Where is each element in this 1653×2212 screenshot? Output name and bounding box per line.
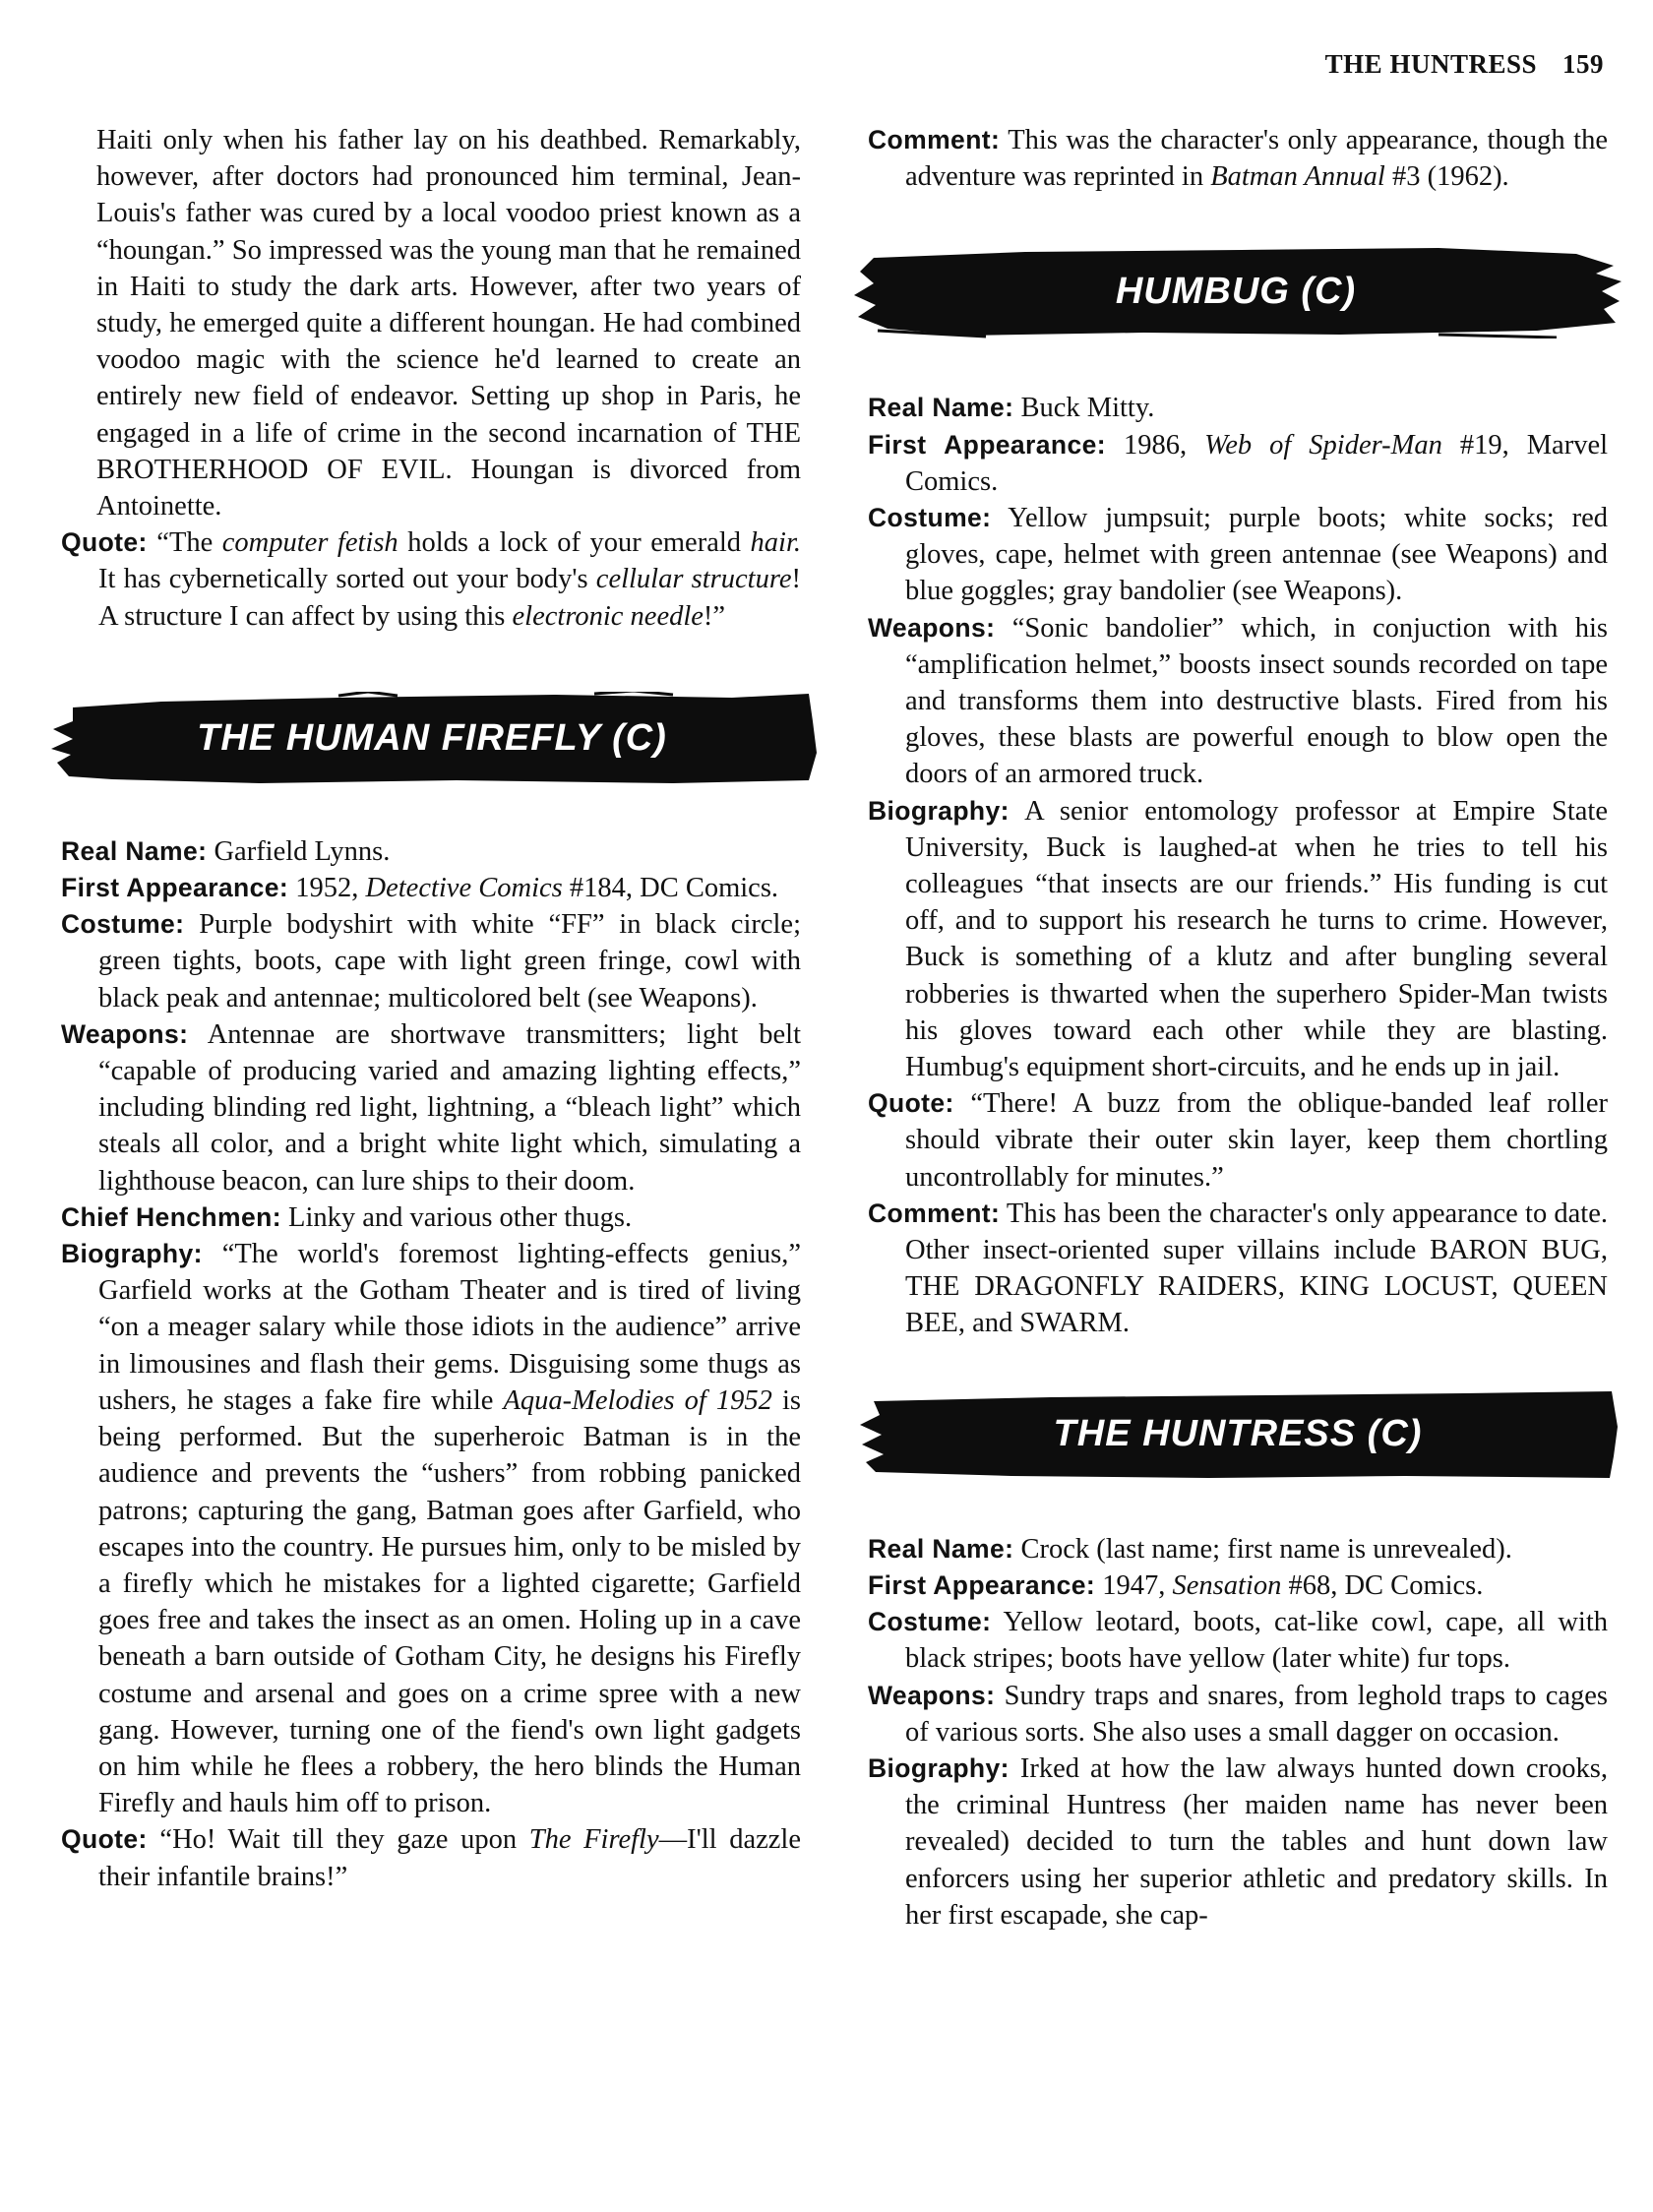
field-label: Quote: [61, 1824, 148, 1855]
page-number: 159 [1562, 49, 1604, 79]
humbug-quote: Quote: “There! A buzz from the oblique-banded leaf roller should vibrate their outer skin layer, keep them chortling uncontrollably for minutes.” [868, 1088, 1608, 1193]
field-label: Real Name: [868, 1533, 1014, 1564]
huntress-costume: Costume: Yellow leotard, boots, cat-like cowl, cape, all with black stripes; boots have yellow (later white) fur tops. [868, 1607, 1608, 1675]
entry-title: THE HUMAN FIREFLY (C) [197, 717, 667, 760]
houngan-bio-continuation: Haiti only when his father lay on his deathbed. Remarkably, however, after doctors had pronounced him terminal, Jean-Louis's father was cured by a local voodoo priest known as a “houngan.” So impressed was the young man that he remained in Haiti to study the dark arts. However, after two years of study, he emerged quite a different houngan. He had combined voodoo magic with the science he'd learned to create an entirely new field of endeavor. Setting up shop in Paris, he engaged in a life of crime in the second incarnation of THE BROTHERHOOD OF EVIL. Houngan is divorced from Antoinette. [96, 125, 801, 522]
field-label: Biography: [868, 795, 1010, 826]
field-label: First Appearance: [868, 1569, 1096, 1600]
huntress-weapons: Weapons: Sundry traps and snares, from leghold traps to cages of various sorts. She also uses a small dagger on occasion. [868, 1680, 1608, 1748]
field-label: Biography: [868, 1752, 1010, 1783]
human-firefly-banner [43, 692, 821, 786]
field-label: Costume: [868, 1607, 992, 1637]
firefly-real-name: Real Name: Garfield Lynns. [61, 835, 391, 867]
right-column [868, 122, 1608, 1934]
humbug-weapons: Weapons: “Sonic bandolier” which, in conjuction with his “amplification helmet,” boosts insect sounds recorded on tape and transforms them into destructive blasts. Fired from his gloves, these blasts are powerful enough to blow open the doors of an armored truck. [868, 612, 1608, 790]
huntress-banner [854, 1387, 1622, 1482]
entry-title: THE HUNTRESS (C) [1053, 1413, 1423, 1455]
field-label: Weapons: [61, 1018, 189, 1049]
field-label: Costume: [61, 909, 185, 940]
field-label: Costume: [868, 503, 992, 533]
humbug-biography: Biography: A senior entomology professor at Empire State University, Buck is laughed-at when he tries to tell his colleagues “that insects are our friends.” His funding is cut off, and to support his research he turns to crime. However, Buck is something of a klutz and after bungling several robberies is thwarted when the superhero Spider-Man twists his gloves toward each other while they are blasting. Humbug's equipment short-circuits, and he ends up in jail. [868, 795, 1608, 1083]
houngan-quote: Quote: “The computer fetish holds a lock of your emerald hair. It has cybernetically sorted out your body's cellular structure! A structure I can affect by using this electronic needle!” [61, 527, 802, 632]
firefly-quote: Quote: “Ho! Wait till they gaze upon The Firefly—I'll dazzle their infantile brains!” [61, 1824, 801, 1892]
humbug-banner [848, 244, 1623, 338]
humbug-real-name: Real Name: Buck Mitty. [868, 393, 1155, 424]
humbug-comment: Comment: This has been the character's only appearance to date. Other insect-oriented super villains include BARON BUG, THE DRAGONFLY RAIDERS, KING LOCUST, QUEEN BEE, and SWARM. [868, 1198, 1608, 1339]
field-label: Weapons: [868, 612, 996, 643]
firefly-costume: Costume: Purple bodyshirt with white “FF” in black circle; green tights, boots, cape with light green fringe, cowl with black peak and antennae; multicolored belt (see Weapons). [61, 909, 801, 1014]
huntress-biography: Biography: Irked at how the law always hunted down crooks, the criminal Huntress (her maiden name has never been revealed) decided to turn the tables and hunt down law enforcers using her superior athletic and predatory skills. In her first escapade, she cap- [868, 1752, 1608, 1931]
field-label: Weapons: [868, 1680, 996, 1710]
humbug-costume: Costume: Yellow jumpsuit; purple boots; white socks; red gloves, cape, helmet with green antennae (see Weapons) and blue goggles; gray bandolier (see Weapons). [868, 503, 1608, 607]
firefly-henchmen: Chief Henchmen: Linky and various other thugs. [61, 1201, 633, 1233]
field-label: Quote: [868, 1088, 954, 1119]
running-header [1325, 49, 1604, 80]
huntress-first-appearance: First Appearance: 1947, Sensation #68, DC Comics. [868, 1569, 1484, 1601]
humbug-first-appearance: First Appearance: 1986, Web of Spider-Man #19, Marvel Comics. [868, 429, 1609, 497]
firefly-biography: Biography: “The world's foremost lighting-effects genius,” Garfield works at the Gotham Theater and is tired of living “on a meager salary while those idiots in the audience” arrive in limousines and flash their gems. Disguising some thugs as ushers, he stages a fake fire while Aqua-Melodies of 1952 is being performed. But the superheroic Batman is in the audience and prevents the “ushers” from robbing panicked patrons; capturing the gang, Batman goes after Garfield, who escapes into the country. He pursues him, only to be misled by a firefly which he mistakes for a lighted cigarette; Garfield goes free and takes the insect as an omen. Holing up in a cave beneath a barn outside of Gotham City, he designs his Firefly costume and arsenal and goes on a crime spree with a new gang. However, turning one of the fiend's own light gadgets on him while he flees a robbery, the hero blinds the Human Firefly and hauls him off to prison. [61, 1239, 801, 1819]
field-label: Comment: [868, 125, 1001, 154]
field-label: Biography: [61, 1239, 203, 1269]
entry-title: HUMBUG (C) [1115, 270, 1357, 312]
firefly-weapons: Weapons: Antennae are shortwave transmitters; light belt “capable of producing varied and amazing lighting effects,” including blinding red light, lightning, a “bleach light” which steals all color, and a bright white light which, simulating a lighthouse beacon, can lure ships to their doom. [61, 1018, 801, 1197]
field-label: Quote: [61, 527, 148, 558]
field-label: First Appearance: [61, 873, 289, 903]
running-title: THE HUNTRESS [1324, 49, 1537, 79]
huntress-real-name: Real Name: Crock (last name; first name is unrevealed). [868, 1533, 1512, 1565]
field-label: Comment: [868, 1198, 1001, 1228]
houngan-comment: Comment: This was the character's only appearance, though the adventure was reprinted in Batman Annual #3 (1962). [868, 125, 1608, 193]
field-label: Real Name: [868, 393, 1014, 423]
field-label: Chief Henchmen: [61, 1201, 281, 1232]
firefly-first-appearance: First Appearance: 1952, Detective Comics #184, DC Comics. [61, 873, 779, 904]
field-label: Real Name: [61, 835, 208, 866]
left-column [61, 122, 801, 1895]
field-label: First Appearance: [868, 429, 1106, 460]
